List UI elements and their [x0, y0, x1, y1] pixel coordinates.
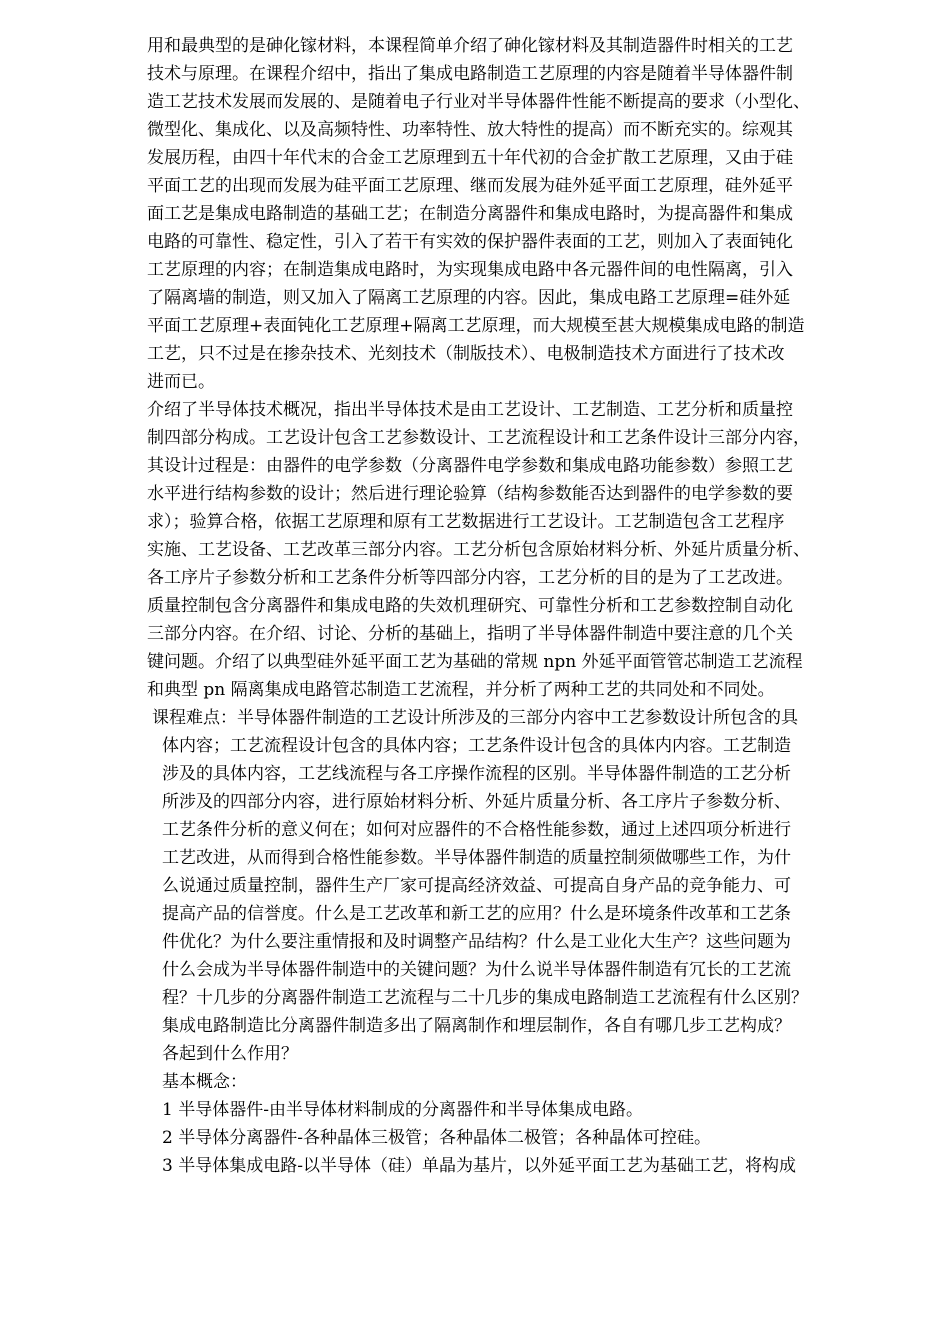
body-text-line: 件优化？为什么要注重情报和及时调整产品结构？什么是工业化大生产？这些问题为: [162, 932, 791, 952]
basic-concepts-heading: 基本概念：: [162, 1072, 247, 1092]
concept-item: 3 半导体集成电路-以半导体（硅）单晶为基片，以外延平面工艺为基础工艺，将构成: [162, 1156, 796, 1176]
body-text-line: 了隔离墙的制造，则又加入了隔离工艺原理的内容。因此，集成电路工艺原理=硅外延: [147, 288, 791, 308]
body-text-line: 工艺，只不过是在掺杂技术、光刻技术（制版技术）、电极制造技术方面进行了技术改: [147, 344, 785, 364]
concept-item: 2 半导体分离器件-各种晶体三极管；各种晶体二极管；各种晶体可控硅。: [162, 1128, 711, 1148]
body-text-line: 用和最典型的是砷化镓材料，本课程简单介绍了砷化镓材料及其制造器件时相关的工艺: [147, 36, 793, 56]
body-text-line: 各起到什么作用？: [162, 1044, 298, 1064]
body-text-line: 进而已。: [147, 372, 215, 392]
body-text-line: 集成电路制造比分离器件制造多出了隔离制作和埋层制作，各自有哪几步工艺构成？: [162, 1016, 791, 1036]
body-text-line: 体内容；工艺流程设计包含的具体内容；工艺条件设计包含的具体内内容。工艺制造: [162, 736, 791, 756]
body-text-line: 微型化、集成化、以及高频特性、功率特性、放大特性的提高）而不断充实的。综观其: [147, 120, 793, 140]
body-text-line: 电路的可靠性、稳定性，引入了若干有实效的保护器件表面的工艺，则加入了表面钝化: [147, 232, 793, 252]
body-text-line: 和典型 pn 隔离集成电路管芯制造工艺流程，并分析了两种工艺的共同处和不同处。: [147, 680, 775, 700]
body-text-line: 其设计过程是：由器件的电学参数（分离器件电学参数和集成电路功能参数）参照工艺: [147, 456, 793, 476]
body-text-line: 面工艺是集成电路制造的基础工艺；在制造分离器件和集成电路时，为提高器件和集成: [147, 204, 793, 224]
body-text-line: 各工序片子参数分析和工艺条件分析等四部分内容，工艺分析的目的是为了工艺改进。: [147, 568, 793, 588]
body-text-line: 涉及的具体内容，工艺线流程与各工序操作流程的区别。半导体器件制造的工艺分析: [162, 764, 791, 784]
body-text-line: 平面工艺的出现而发展为硅平面工艺原理、继而发展为硅外延平面工艺原理，硅外延平: [147, 176, 793, 196]
body-text-line: 所涉及的四部分内容，进行原始材料分析、外延片质量分析、各工序片子参数分析、: [162, 792, 791, 812]
body-text-line: 制四部分构成。工艺设计包含工艺参数设计、工艺流程设计和工艺条件设计三部分内容，: [147, 428, 810, 448]
body-text-line: 求）；验算合格，依据工艺原理和原有工艺数据进行工艺设计。工艺制造包含工艺程序: [147, 512, 785, 532]
body-text-line: 三部分内容。在介绍、讨论、分析的基础上，指明了半导体器件制造中要注意的几个关: [147, 624, 793, 644]
body-text-line: 什么会成为半导体器件制造中的关键问题？为什么说半导体器件制造有冗长的工艺流: [162, 960, 791, 980]
body-text-line: 平面工艺原理+表面钝化工艺原理+隔离工艺原理，而大规模至甚大规模集成电路的制造: [147, 316, 805, 336]
body-text-line: 实施、工艺设备、工艺改革三部分内容。工艺分析包含原始材料分析、外延片质量分析、: [147, 540, 810, 560]
concept-item: 1 半导体器件-由半导体材料制成的分离器件和半导体集成电路。: [162, 1100, 643, 1120]
body-text-line: 程？十几步的分离器件制造工艺流程与二十几步的集成电路制造工艺流程有什么区别？: [162, 988, 808, 1008]
body-text-line: 发展历程，由四十年代末的合金工艺原理到五十年代初的合金扩散工艺原理，又由于硅: [147, 148, 793, 168]
course-difficulty-heading-line: 课程难点：半导体器件制造的工艺设计所涉及的三部分内容中工艺参数设计所包含的具: [152, 708, 798, 728]
body-text-line: 造工艺技术发展而发展的、是随着电子行业对半导体器件性能不断提高的要求（小型化、: [147, 92, 810, 112]
body-text-line: 技术与原理。在课程介绍中，指出了集成电路制造工艺原理的内容是随着半导体器件制: [147, 64, 793, 84]
body-text-line: 质量控制包含分离器件和集成电路的失效机理研究、可靠性分析和工艺参数控制自动化: [147, 596, 793, 616]
body-text-line: 工艺改进，从而得到合格性能参数。半导体器件制造的质量控制须做哪些工作，为什: [162, 848, 791, 868]
body-text-line: 工艺原理的内容；在制造集成电路时，为实现集成电路中各元器件间的电性隔离，引入: [147, 260, 793, 280]
body-text-line: 么说通过质量控制，器件生产厂家可提高经济效益、可提高自身产品的竞争能力、可: [162, 876, 791, 896]
body-text-line: 水平进行结构参数的设计；然后进行理论验算（结构参数能否达到器件的电学参数的要: [147, 484, 793, 504]
body-text-line: 键问题。介绍了以典型硅外延平面工艺为基础的常规 npn 外延平面管管芯制造工艺流程: [147, 652, 803, 672]
body-text-line: 介绍了半导体技术概况，指出半导体技术是由工艺设计、工艺制造、工艺分析和质量控: [147, 400, 793, 420]
body-text-line: 提高产品的信誉度。什么是工艺改革和新工艺的应用？什么是环境条件改革和工艺条: [162, 904, 791, 924]
body-text-line: 工艺条件分析的意义何在；如何对应器件的不合格性能参数，通过上述四项分析进行: [162, 820, 791, 840]
